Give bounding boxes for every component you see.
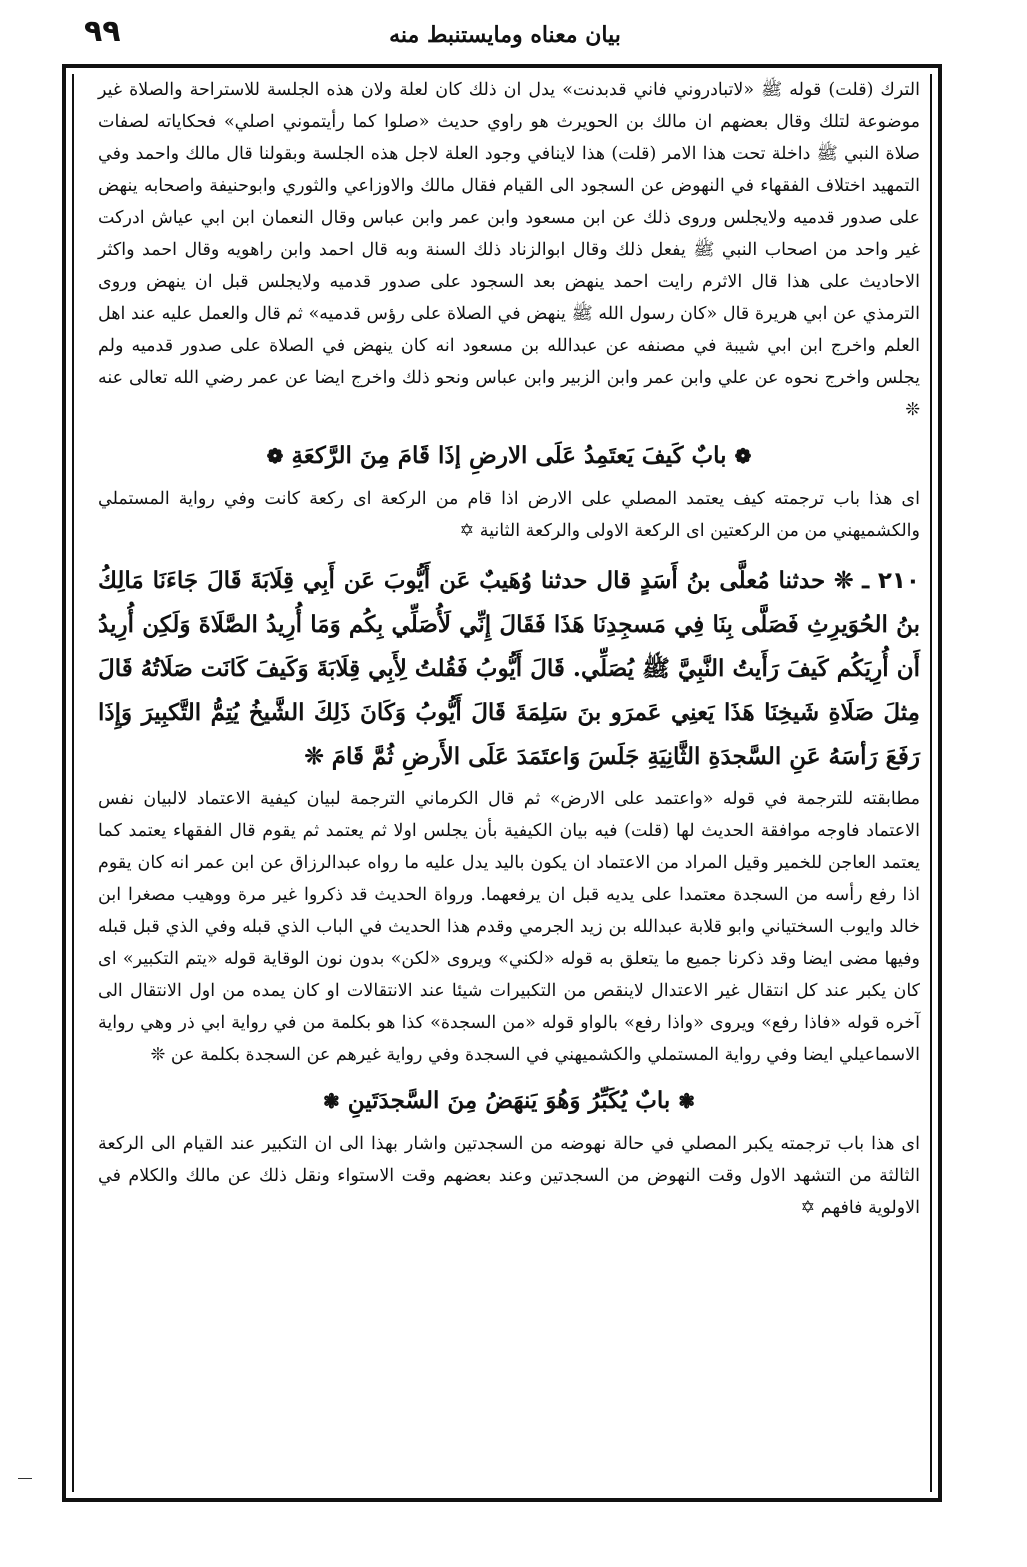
ornament-icon: ❁	[734, 444, 752, 468]
chapter-intro-1: اى هذا باب ترجمته كيف يعتمد المصلي على الارض اذا قام من الركعة اى ركعة كانت وفي رواية المستملي والكشميهني من من الركعتين اى الركعة الاولى والركعة الثانية ✡	[98, 489, 920, 541]
page-number: ٩٩	[84, 14, 121, 49]
hadith-commentary: مطابقته للترجمة في قوله «واعتمد على الارض» ثم قال الكرماني الترجمة لبيان كيفية الاعتماد لالبيان نفس الاعتماد فاوجه موافقة الحديث لها (قلت) فيه بيان الكيفية بأن يجلس اولا ثم يعتمد ثم يقوم قال الفقهاء يعتمد كما يعتمد العاجن للخمير وقيل المراد من الاعتماد ان يكون باليد يدل عليه ما رواه عبدالرزاق عن ابن عمر انه كان يقوم اذا رفع رأسه من السجدة معتمدا على يديه قبل ان يرفعهما. ورواة الحديث قد ذكروا غير مرة ووهيب مصغرا ابن خالد وايوب السختياني وابو قلابة عبدالله بن زيد الجرمي وقدم هذا الحديث في الباب الذي قبله وفي الذي قبل قبله وفيها مضى ايضا وقد ذكرنا جميع ما يتعلق به قوله «لكني» ويروى «لكن» بدون نون الوقاية قوله «يتم التكبير» اى كان يكبر عند كل انتقال غير الاعتدال لاينقص من التكبيرات شيئا عند الانتقالات او كان يمده من اول الانتقال الى آخره قوله «فاذا رفع» ويروى «واذا رفع» بالواو قوله «من السجدة» كذا هو بكلمة من في رواية ابي ذر وهي رواية الاسماعيلي ايضا وفي رواية المستملي والكشميهني في السجدة وفي رواية غيرهم عن السجدة بكلمة عن ❊	[98, 789, 920, 1065]
hadith-number: ٢١٠	[877, 568, 920, 594]
chapter-intro-2: اى هذا باب ترجمته يكبر المصلي في حالة نهوضه من السجدتين واشار بهذا الى ان التكبير عند القيام الى الركعة الثالثة من التشهد الاول وقت النهوض من السجدتين وعند بعضهم وقت الاستواء ونقل ذلك عن مالك والكلام في الاولوية فافهم ✡	[98, 1134, 920, 1218]
page-body	[98, 74, 920, 1488]
ornament-icon: ❃	[322, 1089, 340, 1113]
page-frame	[62, 64, 942, 1502]
chapter-title-2: بابٌ يُكَبِّرُ وَهُوَ يَنهَضُ مِنَ السَّجدَتَينِ	[347, 1087, 671, 1114]
ornament-icon: ❃	[678, 1089, 696, 1113]
running-title: بيان معناه ومايستنبط منه	[389, 22, 621, 48]
ornament-icon: ❁	[266, 444, 284, 468]
chapter-heading-2	[98, 1087, 920, 1114]
margin-mark	[18, 1478, 32, 1479]
chapter-title-1: بابٌ كَيفَ يَعتَمِدُ عَلَى الارضِ إذَا قَامَ مِنَ الرَّكعَةِ	[291, 442, 727, 469]
hadith-body: حدثنا مُعلَّى بنُ أَسَدٍ قال حدثنا وُهَيبٌ عَن أَيُّوبَ عَن أَبِي قِلَابَةَ قَالَ جَاءَنَا مَالِكُ بنُ الحُوَيرِثِ فَصَلَّى بِنَا فِي مَسجِدِنَا هَذَا فَقَالَ إِنِّي لَأُصَلِّي بِكُم وَمَا أُرِيدُ الصَّلَاةَ وَلَكِن أُرِيدُ أَن أُرِيَكُم كَيفَ رَأَيتُ النَّبِيَّ ﷺ يُصَلِّي. قَالَ أَيُّوبُ فَقُلتُ لِأَبِي قِلَابَةَ وَكَيفَ كَانَت صَلَاتُهُ قَالَ مِثلَ صَلَاةِ شَيخِنَا هَذَا يَعنِي عَمرَو بنَ سَلِمَةَ قَالَ أَيُّوبُ وَكَانَ ذَلِكَ الشَّيخُ يُتِمُّ التَّكبِيرَ وَإِذَا رَفَعَ رَأسَهُ عَنِ السَّجدَةِ الثَّانِيَةِ جَلَسَ وَاعتَمَدَ عَلَى الأَرضِ ثُمَّ قَامَ ❊	[98, 567, 920, 770]
page-header	[60, 14, 950, 60]
chapter-heading-1	[98, 442, 920, 469]
continued-commentary: الترك (قلت) قوله ﷺ «لاتبادروني فاني قدبدنت» يدل ان ذلك كان لعلة ولان هذه الجلسة للاستراحة والصلاة غير موضوعة لتلك وقال بعضهم ان مالك بن الحويرث هو راوي حديث «صلوا كما رأيتموني اصلي» فحكاياته لصفات صلاة النبي ﷺ داخلة تحت هذا الامر (قلت) هذا لاينافي وجود العلة لاجل هذه الجلسة وبقولنا قال مالك واحمد وفي التمهيد اختلاف الفقهاء في النهوض عن السجود الى القيام فقال مالك والاوزاعي والثوري وابوحنيفة واصحابه ينهض على صدور قدميه ولايجلس وروى ذلك عن ابن مسعود وابن عمر وابن عباس وقال النعمان ابن ابي عياش ادركت غير واحد من اصحاب النبي ﷺ يفعل ذلك وقال ابوالزناد ذلك السنة وبه قال احمد وابن راهويه وقال احمد واكثر الاحاديث على هذا قال الاثرم رايت احمد ينهض بعد السجود على صدور قدميه ولايجلس قبل ان ينهض وروى الترمذي عن ابي هريرة قال «كان رسول الله ﷺ ينهض في الصلاة على رؤس قدميه» ثم قال والعمل عليه عند اهل العلم واخرج ابن ابي شيبة في مصنفه عن عبدالله بن مسعود انه كان ينهض في الصلاة على صدور قدميه ولم يجلس واخرج نحوه عن علي وابن عمر وابن الزبير وابن عباس ونحو ذلك واخرج ايضا عن عمر رضي الله تعالى عنه ❊	[98, 80, 920, 420]
hadith-text: ٢١٠ ـ ❊ حدثنا مُعلَّى بنُ أَسَدٍ قال حدثنا وُهَيبٌ عَن أَيُّوبَ عَن أَبِي قِلَابَةَ قَالَ جَاءَنَا مَالِكُ بنُ الحُوَيرِثِ فَصَلَّى بِنَا فِي مَسجِدِنَا هَذَا فَقَالَ إِنِّي لَأُصَلِّي بِكُم وَمَا أُرِيدُ الصَّلَاةَ وَلَكِن أُرِيدُ أَن أُرِيَكُم كَيفَ رَأَيتُ النَّبِيَّ ﷺ يُصَلِّي. قَالَ أَيُّوبُ فَقُلتُ لِأَبِي قِلَابَةَ وَكَيفَ كَانَت صَلَاتُهُ قَالَ مِثلَ صَلَاةِ شَيخِنَا هَذَا يَعنِي عَمرَو بنَ سَلِمَةَ قَالَ أَيُّوبُ وَكَانَ ذَلِكَ الشَّيخُ يُتِمُّ التَّكبِيرَ وَإِذَا رَفَعَ رَأسَهُ عَنِ السَّجدَةِ الثَّانِيَةِ جَلَسَ وَاعتَمَدَ عَلَى الأَرضِ ثُمَّ قَامَ ❊	[98, 567, 920, 770]
